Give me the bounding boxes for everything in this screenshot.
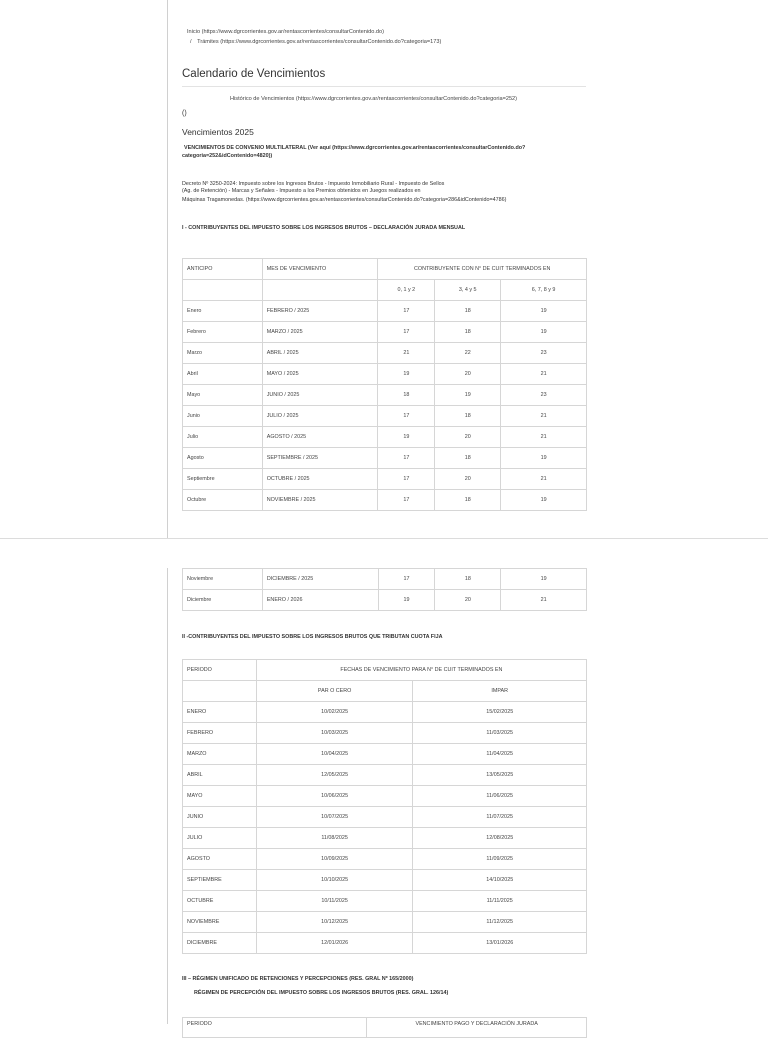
table-cell: Agosto — [183, 448, 263, 469]
decreto-line-3[interactable]: Máquinas Tragamonedas. (https://www.dgrcorrientes.gov.ar/rentascorrientes/consultarContenido.do?categoria=286&idContenido=4786) — [182, 197, 507, 203]
table-cell: 20 — [435, 364, 501, 385]
table-row — [183, 828, 587, 849]
table-cell: 15/02/2025 — [413, 702, 587, 723]
table-cell: 17 — [378, 569, 435, 590]
table-cell: 22 — [435, 343, 501, 364]
table-cell: Junio — [183, 406, 263, 427]
table-cell: AGOSTO / 2025 — [262, 427, 378, 448]
table-subheader-row — [183, 681, 587, 702]
table-cell: DICIEMBRE / 2025 — [262, 569, 378, 590]
empty-parens: () — [182, 110, 187, 117]
table-row — [183, 406, 587, 427]
table-cell: 10/04/2025 — [256, 744, 413, 765]
table-row — [183, 870, 587, 891]
table-cell: 19 — [435, 385, 501, 406]
table-cell: 18 — [435, 569, 501, 590]
header-periodo: PERIODO — [183, 660, 257, 681]
historico-link[interactable]: Histórico de Vencimientos (https://www.dgrcorrientes.gov.ar/rentascorrientes/consultarContenido.do?categoria=252) — [230, 96, 518, 102]
table-cell: 21 — [378, 343, 435, 364]
table-row — [183, 765, 587, 786]
table-cell: SEPTIEMBRE / 2025 — [262, 448, 378, 469]
page-margin-line — [167, 568, 168, 1024]
table-cell: Diciembre — [183, 590, 263, 611]
table-cell: 19 — [378, 590, 435, 611]
table-cell: Octubre — [183, 490, 263, 511]
header-impar: IMPAR — [413, 681, 587, 702]
table-cell: 17 — [378, 469, 435, 490]
header-empty — [183, 280, 263, 301]
table-cell: 20 — [435, 590, 501, 611]
table-cell: 11/11/2025 — [413, 891, 587, 912]
breadcrumb-separator: / — [190, 39, 192, 45]
table-header-row — [183, 259, 587, 280]
table-row — [183, 469, 587, 490]
table-cell: Febrero — [183, 322, 263, 343]
table-cell: 19 — [501, 301, 587, 322]
breadcrumb — [190, 39, 441, 45]
table-row — [183, 891, 587, 912]
table-cell: 21 — [501, 590, 587, 611]
header-par: PAR O CERO — [256, 681, 413, 702]
table-cell: 19 — [378, 427, 435, 448]
table-cell: 21 — [501, 406, 587, 427]
table-cell: Marzo — [183, 343, 263, 364]
table-cell: 21 — [501, 469, 587, 490]
header-cuit: CONTRIBUYENTE CON N° DE CUIT TERMINADOS EN — [378, 259, 587, 280]
table-row — [183, 723, 587, 744]
table-row — [183, 702, 587, 723]
header-periodo: PERIODO — [183, 1018, 367, 1038]
ingresos-brutos-table — [182, 258, 587, 511]
table-cell: 19 — [501, 490, 587, 511]
header-vencimiento: VENCIMIENTO PAGO Y DECLARACIÓN JURADA — [367, 1018, 587, 1038]
page-title: Calendario de Vencimientos — [182, 68, 326, 80]
table-cell: 10/11/2025 — [256, 891, 413, 912]
header-anticipo: ANTICIPO — [183, 259, 263, 280]
table-cell: 17 — [378, 406, 435, 427]
table-cell: 18 — [435, 448, 501, 469]
table-cell: SEPTIEMBRE — [183, 870, 257, 891]
cuota-fija-table — [182, 659, 587, 954]
year-title: Vencimientos 2025 — [182, 127, 254, 137]
table-row — [183, 448, 587, 469]
table-cell: 20 — [435, 427, 501, 448]
table-cell: 12/01/2026 — [256, 933, 413, 954]
table-row — [183, 427, 587, 448]
table-cell: 18 — [435, 301, 501, 322]
table-header-row — [183, 660, 587, 681]
table-cell: Abril — [183, 364, 263, 385]
table-cell: 11/07/2025 — [413, 807, 587, 828]
table-cell: 13/01/2026 — [413, 933, 587, 954]
table-cell: 17 — [378, 301, 435, 322]
header-mes: MES DE VENCIMIENTO — [262, 259, 378, 280]
table-cell: ABRIL / 2025 — [262, 343, 378, 364]
table-header-row — [183, 1018, 587, 1038]
table-cell: 11/06/2025 — [413, 786, 587, 807]
table-cell: MAYO / 2025 — [262, 364, 378, 385]
ingresos-brutos-table-cont — [182, 568, 587, 611]
table-cell: Julio — [183, 427, 263, 448]
table-cell: 10/07/2025 — [256, 807, 413, 828]
percepcion-table — [182, 1017, 587, 1038]
table-cell: AGOSTO — [183, 849, 257, 870]
table-cell: FEBRERO — [183, 723, 257, 744]
table-cell: JULIO / 2025 — [262, 406, 378, 427]
table-cell: 17 — [378, 322, 435, 343]
title-divider — [182, 86, 586, 87]
table-cell: FEBRERO / 2025 — [262, 301, 378, 322]
table-subheader-row — [183, 280, 587, 301]
table-cell: 13/05/2025 — [413, 765, 587, 786]
table-cell: 11/04/2025 — [413, 744, 587, 765]
table-cell: MARZO — [183, 744, 257, 765]
table-cell: 11/08/2025 — [256, 828, 413, 849]
table-cell: 19 — [501, 448, 587, 469]
table-row — [183, 933, 587, 954]
table-cell: JUNIO / 2025 — [262, 385, 378, 406]
table-cell: 18 — [378, 385, 435, 406]
section-3-title: III – RÉGIMEN UNIFICADO DE RETENCIONES Y PERCEPCIONES (RES. GRAL Nº 165/2000) — [182, 976, 414, 982]
table-cell: 10/02/2025 — [256, 702, 413, 723]
table-row — [183, 569, 587, 590]
table-row — [183, 490, 587, 511]
table-cell: NOVIEMBRE — [183, 912, 257, 933]
header-group-1: 0, 1 y 2 — [378, 280, 435, 301]
table-row — [183, 849, 587, 870]
table-row — [183, 912, 587, 933]
table-cell: 17 — [378, 490, 435, 511]
table-cell: 12/08/2025 — [413, 828, 587, 849]
breadcrumb-tramites[interactable]: Trámites (https://www.dgrcorrientes.gov.ar/rentascorrientes/consultarContenido.do?categoria=173) — [197, 39, 442, 45]
convenio-link-cont[interactable]: categoria=252&idContenido=4820)) — [182, 153, 273, 159]
table-cell: 23 — [501, 385, 587, 406]
table-cell: 19 — [501, 569, 587, 590]
table-cell: 10/06/2025 — [256, 786, 413, 807]
table-cell: Septiembre — [183, 469, 263, 490]
breadcrumb-home[interactable]: Inicio (https://www.dgrcorrientes.gov.ar/rentascorrientes/consultarContenido.do) — [187, 29, 385, 35]
table-cell: 20 — [435, 469, 501, 490]
table-cell: ABRIL — [183, 765, 257, 786]
table-cell: 10/10/2025 — [256, 870, 413, 891]
decreto-line-2: (Ag. de Retención) - Marcas y Señales - Impuesto a los Premios obtenidos en Juegos realizados en — [182, 188, 421, 194]
decreto-line-1: Decreto Nº 3250-2024: Impuesto sobre los Ingresos Brutos - Impuesto Inmobiliario Rural - Impuesto de Sellos — [182, 181, 445, 187]
table-cell: 10/09/2025 — [256, 849, 413, 870]
table-cell: 10/03/2025 — [256, 723, 413, 744]
header-empty — [262, 280, 378, 301]
document-page-2 — [0, 568, 768, 1027]
page-margin-line — [167, 0, 168, 538]
table-row — [183, 301, 587, 322]
table-row — [183, 385, 587, 406]
header-fechas: FECHAS DE VENCIMIENTO PARA N° DE CUIT TERMINADOS EN — [256, 660, 586, 681]
table-row — [183, 322, 587, 343]
table-cell: Mayo — [183, 385, 263, 406]
table-row — [183, 807, 587, 828]
section-2-title: II -CONTRIBUYENTES DEL IMPUESTO SOBRE LOS INGRESOS BRUTOS QUE TRIBUTAN CUOTA FIJA — [182, 634, 443, 640]
table-cell: MARZO / 2025 — [262, 322, 378, 343]
table-cell: 21 — [501, 364, 587, 385]
table-cell: ENERO / 2026 — [262, 590, 378, 611]
table-cell: MAYO — [183, 786, 257, 807]
table-cell: 11/09/2025 — [413, 849, 587, 870]
table-cell: 18 — [435, 322, 501, 343]
table-cell: 17 — [378, 448, 435, 469]
table-cell: JULIO — [183, 828, 257, 849]
table-cell: ENERO — [183, 702, 257, 723]
header-group-3: 6, 7, 8 y 9 — [501, 280, 587, 301]
table-row — [183, 343, 587, 364]
table-row — [183, 590, 587, 611]
table-cell: OCTUBRE — [183, 891, 257, 912]
table-row — [183, 744, 587, 765]
table-cell: Noviembre — [183, 569, 263, 590]
table-cell: 23 — [501, 343, 587, 364]
convenio-link[interactable]: VENCIMIENTOS DE CONVENIO MULTILATERAL (Ver aquí (https://www.dgrcorrientes.gov.ar/rentascorrientes/consultarContenido.do? — [184, 145, 526, 151]
table-cell: DICIEMBRE — [183, 933, 257, 954]
header-empty — [183, 681, 257, 702]
table-cell: 19 — [501, 322, 587, 343]
table-cell: Enero — [183, 301, 263, 322]
section-3-subtitle: RÉGIMEN DE PERCEPCIÓN DEL IMPUESTO SOBRE LOS INGRESOS BRUTOS (RES. GRAL. 126/14) — [194, 990, 449, 996]
page-gap — [0, 539, 768, 567]
header-group-2: 3, 4 y 5 — [435, 280, 501, 301]
table-cell: 12/05/2025 — [256, 765, 413, 786]
table-cell: 21 — [501, 427, 587, 448]
table-cell: JUNIO — [183, 807, 257, 828]
table-cell: 11/03/2025 — [413, 723, 587, 744]
table-cell: 14/10/2025 — [413, 870, 587, 891]
table-cell: 18 — [435, 490, 501, 511]
table-cell: 11/12/2025 — [413, 912, 587, 933]
table-row — [183, 364, 587, 385]
table-row — [183, 786, 587, 807]
table-cell: 10/12/2025 — [256, 912, 413, 933]
table-cell: NOVIEMBRE / 2025 — [262, 490, 378, 511]
table-cell: OCTUBRE / 2025 — [262, 469, 378, 490]
table-cell: 18 — [435, 406, 501, 427]
table-cell: 19 — [378, 364, 435, 385]
section-1-title: I - CONTRIBUYENTES DEL IMPUESTO SOBRE LOS INGRESOS BRUTOS – DECLARACIÓN JURADA MENSUAL — [182, 225, 466, 231]
